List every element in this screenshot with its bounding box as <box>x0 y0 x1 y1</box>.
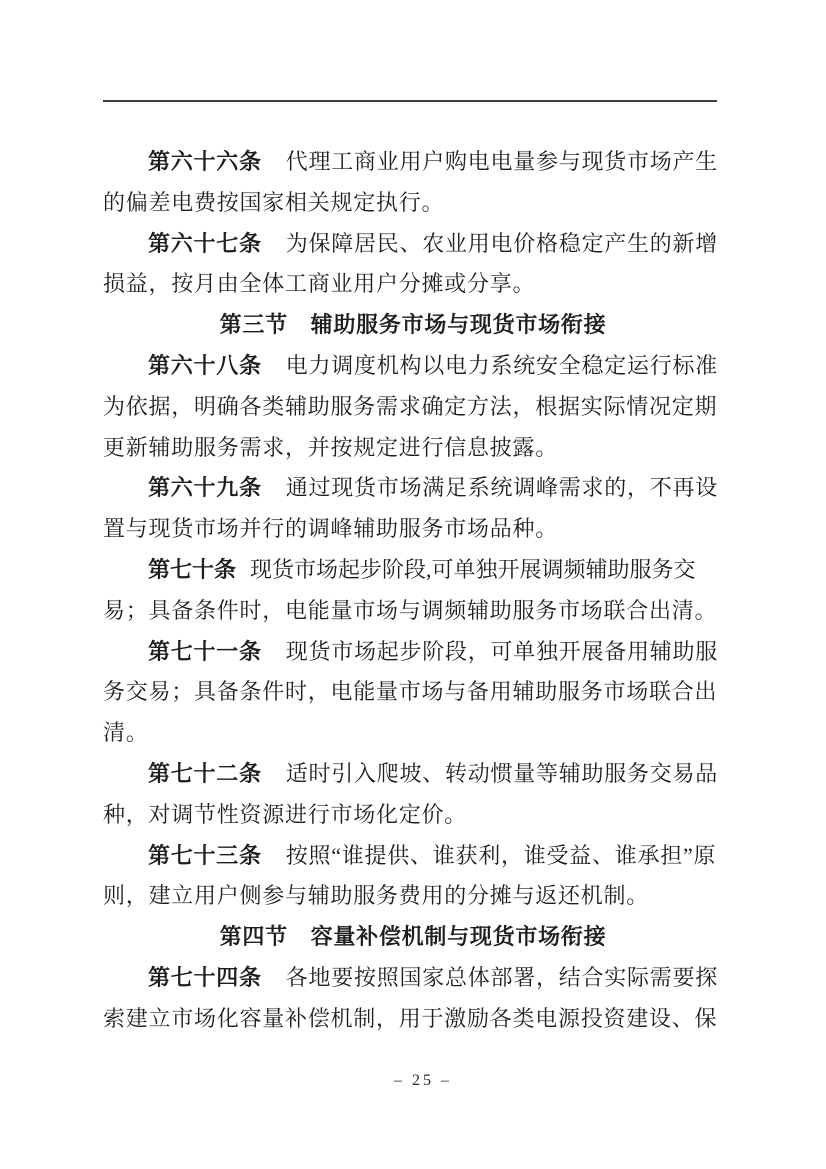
article-number-label: 第七十条 <box>148 556 237 582</box>
article-text: 按照“谁提供、谁获利，谁受益、谁承担”原 <box>285 842 717 868</box>
article-first-line <box>103 346 723 387</box>
header-rule <box>103 100 717 102</box>
article-line: 清。 <box>103 720 149 746</box>
article-line: 务交易；具备条件时，电能量市场与备用辅助服务市场联合出 <box>103 679 718 705</box>
article-text: 通过现货市场满足系统调峰需求的，不再设 <box>285 475 719 501</box>
article-line: 种，对调节性资源进行市场化定价。 <box>103 801 468 827</box>
article-text: 各地要按照国家总体部署，结合实际需要探 <box>285 964 719 990</box>
document-body <box>103 142 723 1040</box>
article-line: 易；具备条件时，电能量市场与调频辅助服务市场联合出清。 <box>103 597 718 623</box>
article-number-label: 第七十一条 <box>148 638 262 664</box>
article-first-line <box>103 836 723 877</box>
article-text: 电力调度机构以电力系统安全稳定运行标准 <box>285 352 719 378</box>
article-number-label: 第七十四条 <box>148 964 262 990</box>
article-first-line <box>103 224 723 265</box>
article-line: 则，建立用户侧参与辅助服务费用的分摊与返还机制。 <box>103 883 650 909</box>
article-line: 损益，按月由全体工商业用户分摊或分享。 <box>103 271 536 297</box>
article-text: 现货市场起步阶段，可单独开展备用辅助服 <box>285 638 719 664</box>
article-number-label: 第七十二条 <box>148 760 262 786</box>
article-text: 代理工商业用户购电电量参与现货市场产生 <box>285 149 719 174</box>
article-first-line <box>103 632 723 673</box>
article-first-line <box>103 958 723 999</box>
article-line: 的偏差电费按国家相关规定执行。 <box>103 189 445 215</box>
article-first-line <box>103 468 723 509</box>
article-number-label: 第六十七条 <box>148 230 262 256</box>
article-text: 为保障居民、农业用电价格稳定产生的新增 <box>285 230 719 256</box>
article-text: 现货市场起步阶段,可单独开展调频辅助服务交 <box>250 556 696 582</box>
article-first-line <box>103 142 723 183</box>
article-number-label: 第六十九条 <box>148 475 262 501</box>
page-number: – 25 – <box>394 1072 452 1089</box>
article-line: 更新辅助服务需求，并按规定进行信息披露。 <box>103 434 559 460</box>
article-line: 置与现货市场并行的调峰辅助服务市场品种。 <box>103 516 559 542</box>
article-text: 适时引入爬坡、转动惯量等辅助服务交易品 <box>285 760 719 786</box>
article-number-label: 第七十三条 <box>148 842 262 868</box>
article-first-line <box>103 754 723 795</box>
article-number-label: 第六十六条 <box>148 149 262 174</box>
section-heading: 第四节 容量补偿机制与现货市场衔接 <box>219 924 607 950</box>
article-first-line <box>103 550 723 591</box>
article-number-label: 第六十八条 <box>148 352 262 378</box>
section-heading: 第三节 辅助服务市场与现货市场衔接 <box>219 312 607 338</box>
article-line: 为依据，明确各类辅助服务需求确定方法，根据实际情况定期 <box>103 393 718 419</box>
article-line: 索建立市场化容量补偿机制，用于激励各类电源投资建设、保 <box>103 1005 718 1031</box>
